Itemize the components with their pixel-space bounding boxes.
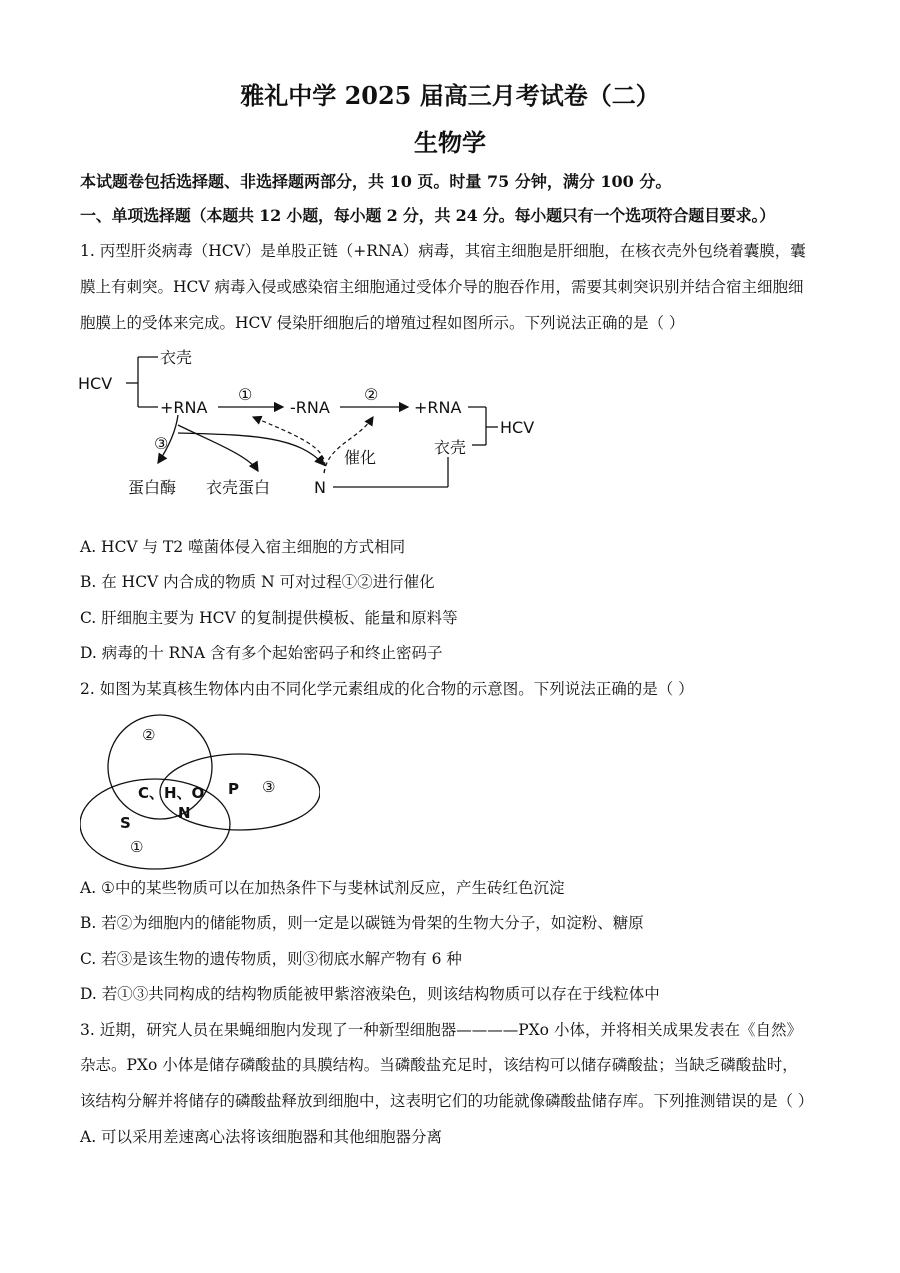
- q1-option-a: A. HCV 与 T2 噬菌体侵入宿主细胞的方式相同: [80, 538, 406, 556]
- venn-circle3-label: ③: [262, 778, 276, 796]
- step2-label: ②: [364, 385, 379, 404]
- venn-s-label: S: [120, 814, 131, 832]
- q2-option-a: A. ①中的某些物质可以在加热条件下与斐林试剂反应，产生砖红色沉淀: [80, 879, 565, 897]
- q3-stem-line-1: 3. 近期，研究人员在果蝇细胞内发现了一种新型细胞器————PXo 小体，并将相关成果发表在《自然》: [80, 1021, 802, 1039]
- catalyze-label: 催化: [344, 448, 377, 467]
- q2-option-c: C. 若③是该生物的遗传物质，则③彻底水解产物有 6 种: [80, 950, 462, 968]
- venn-center-label: C、H、O: [138, 784, 205, 802]
- n-label: N: [314, 478, 326, 497]
- venn-circle2-label: ②: [142, 726, 156, 744]
- hcv-replication-diagram: [78, 345, 558, 515]
- coat-label-top: 衣壳: [160, 348, 193, 367]
- protease-label: 蛋白酶: [128, 478, 177, 497]
- element-venn-diagram: [80, 712, 320, 872]
- coat-protein-label: 衣壳蛋白: [206, 478, 271, 497]
- q3-stem-line-3: 该结构分解并将储存的磷酸盐释放到细胞中，这表明它们的功能就像磷酸盐储存库。下列推测错误的是（ ）: [80, 1092, 814, 1110]
- q1-option-b: B. 在 HCV 内合成的物质 N 可对过程①②进行催化: [80, 573, 435, 591]
- q1-stem-line-3: 胞膜上的受体来完成。HCV 侵染肝细胞后的增殖过程如图所示。下列说法正确的是（ ）: [80, 314, 685, 332]
- q2-option-d: D. 若①③共同构成的结构物质能被甲紫溶液染色，则该结构物质可以存在于线粒体中: [80, 985, 660, 1003]
- q3-stem-line-2: 杂志。PXo 小体是储存磷酸盐的具膜结构。当磷酸盐充足时，该结构可以储存磷酸盐；当缺乏磷酸盐时，: [80, 1056, 798, 1074]
- venn-circle1-label: ①: [130, 838, 144, 856]
- subject-title: 生物学: [414, 128, 486, 157]
- q2-stem: 2. 如图为某真核生物体内由不同化学元素组成的化合物的示意图。下列说法正确的是（ ）: [80, 680, 694, 698]
- coat-label-right: 衣壳: [434, 438, 467, 457]
- q1-option-c: C. 肝细胞主要为 HCV 的复制提供模板、能量和原料等: [80, 609, 458, 627]
- q1-stem-line-2: 膜上有刺突。HCV 病毒入侵或感染宿主细胞通过受体介导的胞吞作用，需要其刺突识别并结合宿主细胞细: [80, 278, 804, 296]
- minus-rna-label: -RNA: [290, 398, 330, 417]
- q1-stem-line-1: 1. 丙型肝炎病毒（HCV）是单股正链（+RNA）病毒，其宿主细胞是肝细胞，在核衣壳外包绕着囊膜，囊: [80, 242, 806, 260]
- exam-title: 雅礼中学 2025 届高三月考试卷（二）: [240, 81, 660, 110]
- section-heading: 一、单项选择题（本题共 12 小题，每小题 2 分，共 24 分。每小题只有一个选项符合题目要求。）: [80, 206, 776, 225]
- venn-n-label: N: [178, 804, 191, 822]
- q3-option-a: A. 可以采用差速离心法将该细胞器和其他细胞器分离: [80, 1128, 443, 1146]
- hcv-label-left: HCV: [78, 374, 113, 393]
- plus-rna-label-1: +RNA: [160, 398, 208, 417]
- q2-option-b: B. 若②为细胞内的储能物质，则一定是以碳链为骨架的生物大分子，如淀粉、糖原: [80, 914, 644, 932]
- step1-label: ①: [238, 385, 253, 404]
- venn-p-label: P: [228, 780, 239, 798]
- hcv-label-right: HCV: [500, 418, 535, 437]
- exam-intro: 本试题卷包括选择题、非选择题两部分，共 10 页。时量 75 分钟，满分 100 分。: [80, 172, 672, 191]
- q1-option-d: D. 病毒的十 RNA 含有多个起始密码子和终止密码子: [80, 644, 443, 662]
- step3-label: ③: [154, 434, 169, 453]
- plus-rna-label-2: +RNA: [414, 398, 462, 417]
